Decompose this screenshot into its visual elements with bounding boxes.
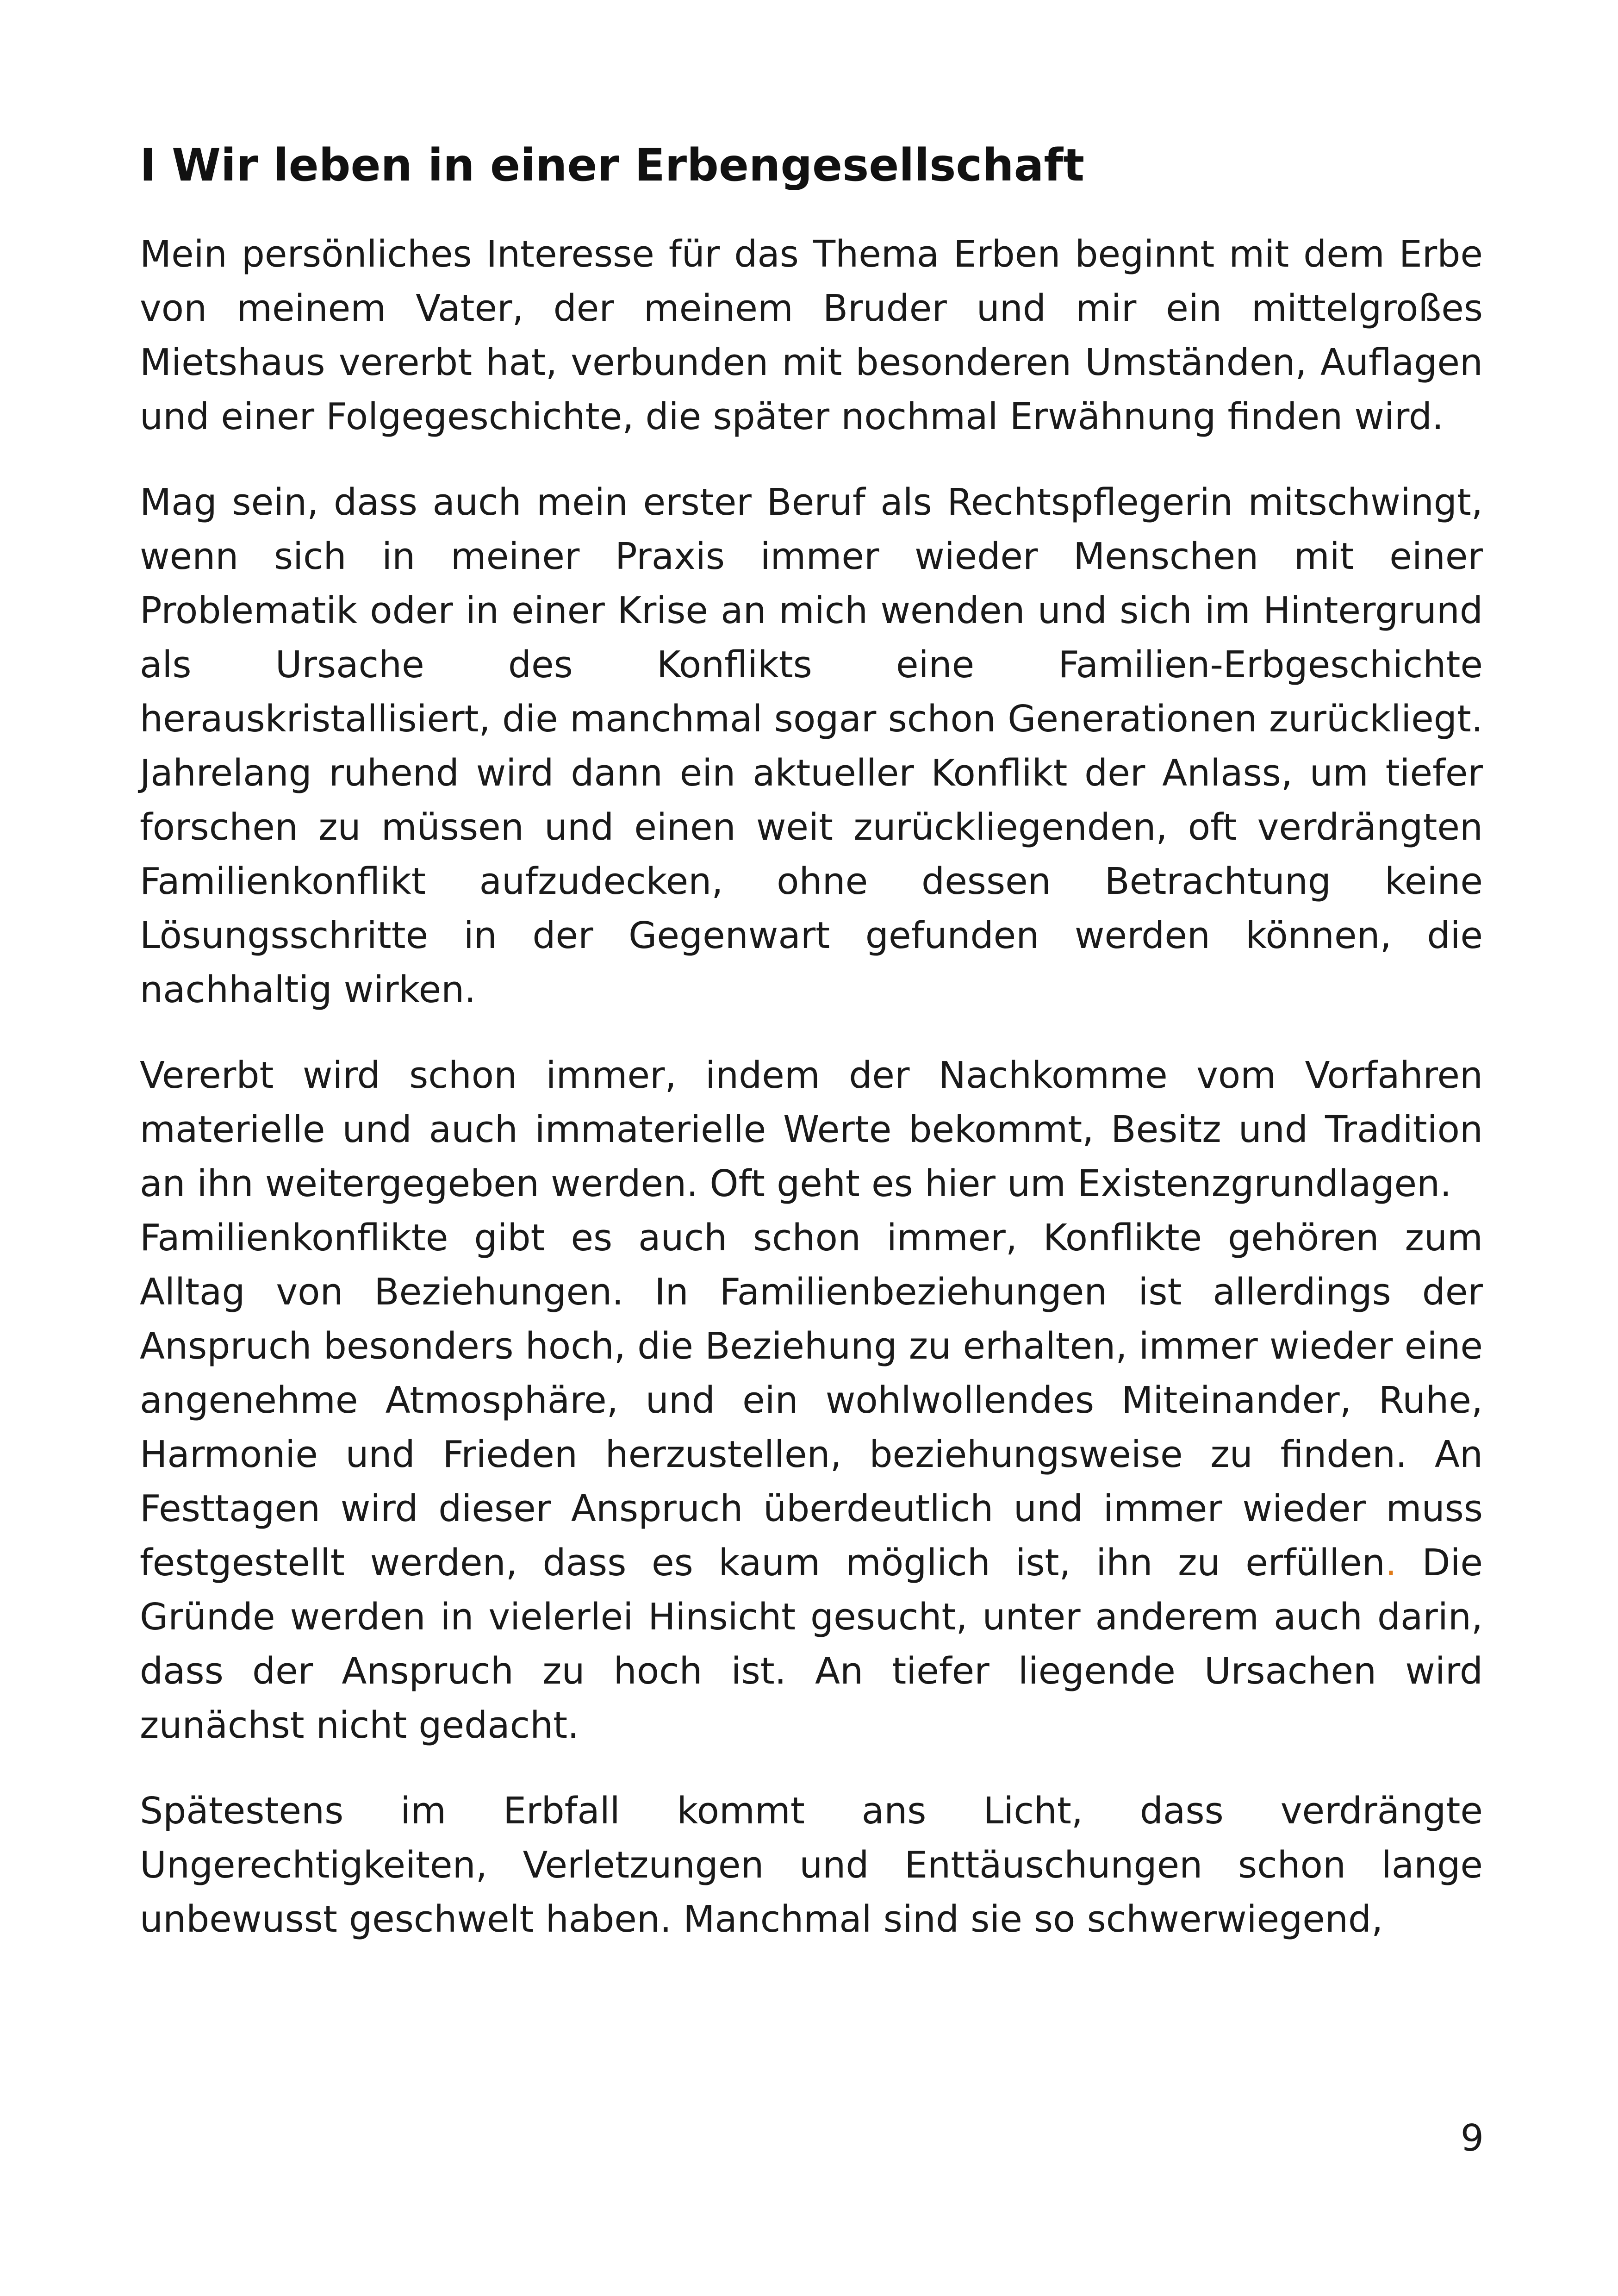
book-page <box>140 139 1483 1947</box>
paragraph-5: Spätestens im Erbfall kommt ans Licht, dass verdrängte Ungerechtigkeiten, Verletzungen und Enttäuschungen schon lange unbewusst geschwelt haben. Manchmal sind sie so schwerwiegend, <box>140 1790 1483 1941</box>
paragraph-2: Mag sein, dass auch mein erster Beruf als Rechtspflegerin mitschwingt, wenn sich in meiner Praxis immer wieder Menschen mit einer Problematik oder in einer Krise an mich wenden und sich im Hintergrund als Ursache des Konflikts eine Familien-Erbgeschichte herauskristallisiert, die manchmal sogar schon Generationen zurückliegt. Jahrelang ruhend wird dann ein aktueller Konflikt der Anlass, um tiefer forschen zu müssen und einen weit zurückliegenden, oft verdrängten Familienkonflikt aufzudecken, ohne dessen Betrachtung keine Lösungsschritte in der Gegenwart gefunden werden können, die nachhaltig wirken. <box>140 481 1483 1011</box>
page-number: 9 <box>1460 2117 1484 2159</box>
paragraph-3: Vererbt wird schon immer, indem der Nachkomme vom Vorfahren materielle und auch immaterielle Werte bekommt, Besitz und Tradition an ihn weitergegeben werden. Oft geht es hier um Existenzgrundlagen. <box>140 1054 1483 1205</box>
chapter-title: I Wir leben in einer Erbengesellschaft <box>140 139 1085 191</box>
paragraph-4-text-a: Familienkonflikte gibt es auch schon immer, Konflikte gehören zum Alltag von Beziehungen. In Familienbeziehungen ist allerdings der Anspruch besonders hoch, die Beziehung zu erhalten, immer wieder eine angenehme Atmosphäre, und ein wohlwollendes Miteinander, Ruhe, Harmonie und Frieden herzustellen, beziehungsweise zu finden. An Festtagen wird dieser Anspruch überdeutlich und immer wieder muss festgestellt werden, dass es kaum möglich ist, ihn zu erfüllen <box>140 1217 1483 1585</box>
paragraph-4-text-b: Die Gründe werden in vielerlei Hinsicht gesucht, unter anderem auch darin, dass der Anspruch zu hoch ist. An tiefer liegende Ursachen wird zunächst nicht gedacht. <box>140 1541 1483 1747</box>
paragraph-4 <box>140 1211 1483 1753</box>
orange-period: . <box>1385 1541 1397 1585</box>
paragraph-1: Mein persönliches Interesse für das Thema Erben beginnt mit dem Erbe von meinem Vater, der meinem Bruder und mir ein mittelgroßes Mietshaus vererbt hat, verbunden mit besonderen Umständen, Auflagen und einer Folgegeschichte, die später nochmal Erwähnung finden wird. <box>140 233 1483 438</box>
